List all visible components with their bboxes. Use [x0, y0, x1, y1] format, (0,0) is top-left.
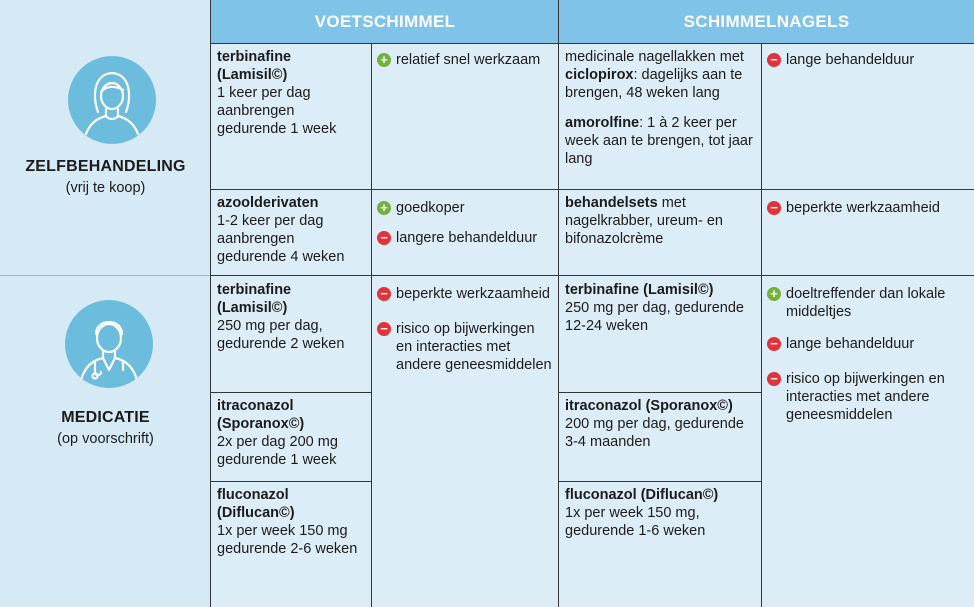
- drug-dose: 200 mg per dag, gedurende 3-4 maanden: [565, 416, 744, 450]
- cell-med-nagel-itraconazol: [559, 392, 761, 481]
- grid-line: [559, 481, 761, 482]
- con-item: − risico op bijwerkingen en interacties met andere geneesmiddelen: [767, 370, 968, 424]
- plus-icon: +: [377, 53, 391, 67]
- drug-dose: 250 mg per dag, gedurende 12-24 weken: [565, 300, 744, 334]
- drug-name: terbinafine (Lamisil©): [565, 282, 714, 298]
- grid-line: [761, 43, 762, 607]
- doctor-avatar-icon: [65, 300, 153, 388]
- drug-dose: 1 keer per dag aanbrengen gedurende 1 week: [217, 85, 337, 137]
- cell-med-voet-fluconazol: [211, 481, 371, 607]
- minus-icon: −: [767, 337, 781, 351]
- drug-name: terbinafine (Lamisil©): [217, 49, 292, 83]
- cell-med-nagel-fluconazol: [559, 481, 761, 607]
- section-subtitle-medicatie: (op voorschrift): [57, 431, 154, 447]
- plus-icon: +: [377, 201, 391, 215]
- minus-icon: −: [377, 322, 391, 336]
- cell-med-voet-terbinafine: [211, 276, 371, 392]
- minus-icon: −: [377, 231, 391, 245]
- minus-icon: −: [377, 287, 391, 301]
- drug-name: ciclopirox: [565, 67, 634, 83]
- cell-zelf-nagel-sets: behandelsets met nagelkrabber, ureum- en bifonazolcrème: [559, 189, 761, 275]
- drug-name: fluconazol (Diflucan©): [565, 487, 719, 503]
- drug-name: azoolderivaten: [217, 195, 319, 211]
- drug-name: fluconazol (Diflucan©): [217, 487, 295, 521]
- drug-dose: 2x per dag 200 mg gedurende 1 week: [217, 434, 338, 468]
- cell-zelf-voet-azool: [211, 189, 371, 275]
- pro-item: + doeltreffender dan lokale middeltjes: [767, 285, 968, 321]
- con-item: − risico op bijwerkingen en interacties met andere geneesmiddelen: [377, 320, 553, 374]
- drug-name: terbinafine (Lamisil©): [217, 282, 292, 316]
- pro-item: + relatief snel werkzaam: [377, 51, 553, 69]
- drug-dose: 1-2 keer per dag aanbrengen gedurende 4 weken: [217, 213, 345, 265]
- grid-line: [211, 43, 974, 44]
- grid-line: [558, 0, 559, 607]
- drug-name: amorolfine: [565, 115, 640, 131]
- cell-zelf-voet-terbinafine: [211, 43, 371, 189]
- grid-line: [559, 392, 761, 393]
- cell-zelf-voet-azool-proscons: [371, 189, 559, 275]
- grid-line: [371, 43, 372, 607]
- grid-line: [211, 392, 371, 393]
- cell-zelf-voet-terbinafine-proscons: [371, 43, 559, 189]
- sidebar-divider: [0, 275, 211, 276]
- con-item: − beperkte werkzaamheid: [377, 285, 553, 303]
- drug-dose: 1x per week 150 mg gedurende 2-6 weken: [217, 523, 358, 557]
- grid-line: [210, 0, 211, 607]
- cell-med-nagel-proscons: [761, 276, 974, 607]
- grid-line: [211, 481, 371, 482]
- con-item: − lange behandelduur: [767, 335, 968, 353]
- section-subtitle-zelfbehandeling: (vrij te koop): [65, 180, 146, 196]
- header-schimmelnagels: SCHIMMELNAGELS: [559, 0, 974, 43]
- drug-name: behandelsets: [565, 195, 658, 211]
- section-title-zelfbehandeling: ZELFBEHANDELING: [25, 158, 186, 175]
- cell-med-voet-proscons: [371, 276, 559, 607]
- pro-item: + goedkoper: [377, 199, 553, 217]
- drug-name: itraconazol (Sporanox©): [217, 398, 305, 432]
- cell-med-voet-itraconazol: [211, 392, 371, 481]
- grid-line: [211, 189, 974, 190]
- con-item: − langere behandelduur: [377, 229, 553, 247]
- header-voetschimmel: VOETSCHIMMEL: [211, 0, 559, 43]
- drug-name: itraconazol (Sporanox©): [565, 398, 733, 414]
- cell-zelf-nagel-lakken: medicinale nagellakken met ciclopirox: dagelijks aan te brengen, 48 weken lang amorolfine: 1 à 2 keer per week aan te brengen, tot jaar lang: [559, 43, 761, 189]
- cell-zelf-nagel-sets-proscons: [761, 189, 974, 275]
- con-item: − lange behandelduur: [767, 51, 968, 69]
- drug-dose: 250 mg per dag, gedurende 2 weken: [217, 318, 345, 352]
- minus-icon: −: [767, 201, 781, 215]
- section-title-medicatie: MEDICATIE: [61, 409, 150, 426]
- plus-icon: +: [767, 287, 781, 301]
- woman-avatar-icon: [68, 56, 156, 144]
- cell-med-nagel-terbinafine: [559, 276, 761, 392]
- cell-zelf-nagel-lakken-proscons: [761, 43, 974, 189]
- minus-icon: −: [767, 53, 781, 67]
- drug-dose: 1x per week 150 mg, gedurende 1-6 weken: [565, 505, 706, 539]
- grid-line: [211, 275, 974, 276]
- con-item: − beperkte werkzaamheid: [767, 199, 968, 217]
- minus-icon: −: [767, 372, 781, 386]
